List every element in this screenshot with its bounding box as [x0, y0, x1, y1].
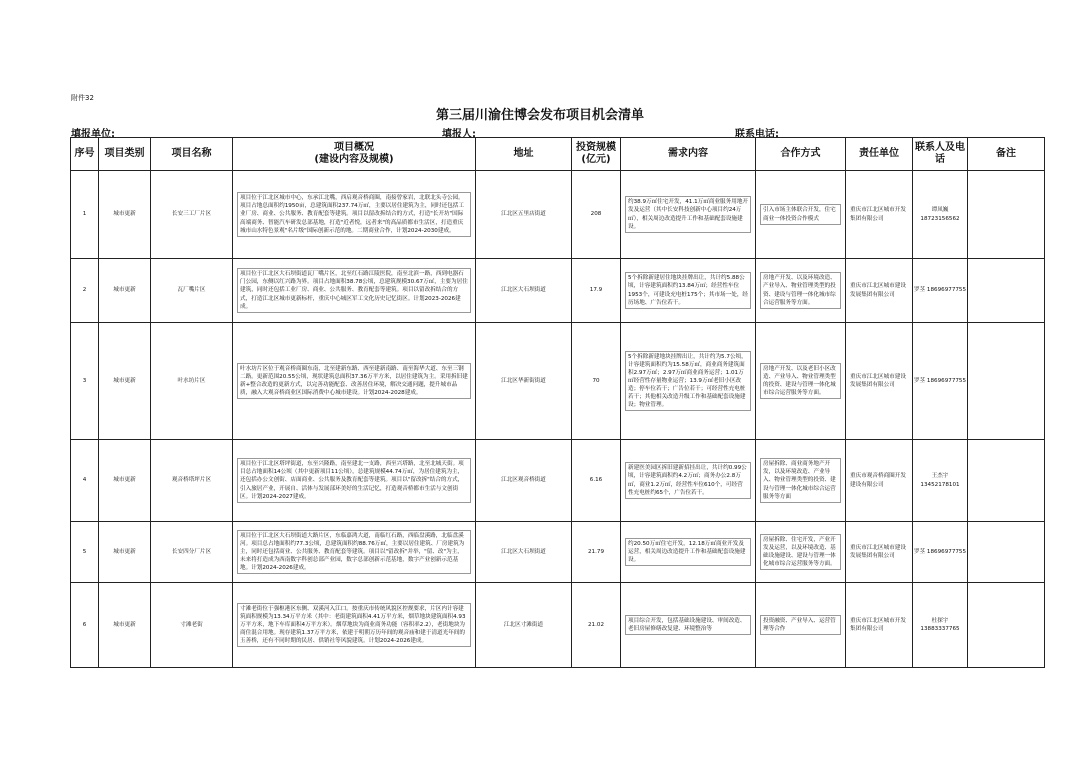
unit-text: 重庆市江北区城市开发集团有限公司: [850, 207, 906, 222]
table-row: [71, 583, 1045, 668]
cell-overview: [233, 583, 476, 668]
overview-text: 叶水坊片区位于观音桥商圈东南，北至建新东路、西至建新南路、南至海华大道、东至三钢二路。更新范围20.55公顷，现状建筑总面积37.36万平方米，以居住建筑为主。采用拆旧建新+整合改造的更新方式，以完善功能配套、改善居住环境，解决交通问题，提升城市品质，融入大观音桥商业区国际消费中心城市建设。计划2024-2028建成。: [237, 363, 471, 399]
header-row: [71, 138, 1045, 171]
cell-invest: 208: [572, 171, 621, 259]
cell-remark: [968, 583, 1045, 668]
cell-invest: 6.16: [572, 440, 621, 522]
header-contact-line1: 联系人及电: [915, 141, 965, 153]
cell-seq: 1: [71, 171, 99, 259]
coop-text: 投资融资、产业导入、运营管理等合作: [760, 615, 841, 635]
header-overview: [233, 138, 476, 171]
header-coop: 合作方式: [756, 138, 846, 171]
coop-text: 房地产开发、以及环境改造、产业导入、物业管理类型的投资、建设与管理一体化城市综合运营服务等方面。: [760, 272, 841, 308]
unit-text: 重庆市江北区城市建设发展集团有限公司: [850, 544, 906, 559]
header-invest: [572, 138, 621, 171]
cell-address: 江北区五里店街道: [476, 171, 572, 259]
demand-text: 项目综合开发，包括基础设施建设、审间改造、老旧房屋修缮改复建、环境整治等: [625, 615, 751, 635]
cell-remark: [968, 522, 1045, 583]
demand-text: 约20.50万㎡住宅开发，12.18万㎡商业开发及运营，相关周边改造提升工作和基础配套设施建设。: [625, 538, 751, 566]
cell-address: 江北区观音桥街道: [476, 440, 572, 522]
cell-coop: [756, 323, 846, 440]
cell-remark: [968, 323, 1045, 440]
unit-text: 重庆市江北区城市开发集团有限公司: [850, 617, 906, 632]
cell-invest: 17.9: [572, 259, 621, 323]
cell-invest: 70: [572, 323, 621, 440]
coop-text: 房屋拆除、住宅开发，产业开发及运营，以及环境改造、基础设施建设、建设与管理一体化城市综合运营服务等方面。: [760, 534, 841, 570]
cell-overview: [233, 259, 476, 323]
overview-text: 寸滩老街位于强枢港区东侧、双溪河入江口。按重庆市传统风貌区控规要求，片区内计容建筑面积规模为13.34万平方米（其中：老街建筑面积4.41万平方米，烟草地块建筑面积4.93万平方米，地下车库面积4万平方米）。烟草地块为商业商务功能（容积率2.2），老街地块为商住混合用地。现存建筑1.37万平方米，依建于明朝万历年间的观音庙和建于清道光年间的玉善桥，还有不同时期的民居、供销社等风貌建筑。计划2024-2026建成。: [237, 603, 471, 648]
cell-overview: [233, 171, 476, 259]
table-row: [71, 522, 1045, 583]
cell-unit: [846, 440, 913, 522]
coop-text: 房地产开发、以及老旧小区改造、产业导入、物业管理类型的投资、建设与管理一体化城市综合运营服务等方面。: [760, 363, 841, 399]
cell-demand: [621, 522, 756, 583]
header-name: 项目名称: [151, 138, 233, 171]
cell-demand: [621, 323, 756, 440]
cell-name: 观音桥塔坪片区: [151, 440, 233, 522]
cell-name: 寸滩老街: [151, 583, 233, 668]
cell-coop: [756, 583, 846, 668]
cell-remark: [968, 440, 1045, 522]
overview-text: 项目位于江北区大石坝街道大路片区，东临嘉鸿大道，南临红石路，西临盘溪路，北临盘溪河。项目总占地面积约77.3公顷，总建筑面积约88.76万㎡，主要以居住建筑、厂房建筑为主，同时还包括商业、公共服务、教育配套等建筑。项目以"留改拆"并举，"留、改"为主，未来将打造成为西南数字科创总部产业园，数字总部创新示范基地，数字产业创新示范基地。计划2024-2026建成。: [237, 530, 471, 575]
cell-name: 瓦厂嘴片区: [151, 259, 233, 323]
cell-name: 叶水坊片区: [151, 323, 233, 440]
cell-category: 城市更新: [99, 171, 151, 259]
header-remark: 备注: [968, 138, 1045, 171]
cell-coop: [756, 259, 846, 323]
cell-seq: 2: [71, 259, 99, 323]
coop-text: 房屋拆除、商业商务地产开发，以及环境改造、产业导入、物业管理类型的投资、建设与管理一体化城市综合运营服务等方面: [760, 458, 841, 503]
cell-coop: [756, 171, 846, 259]
cell-address: 江北区大石坝街道: [476, 522, 572, 583]
cell-seq: 3: [71, 323, 99, 440]
cell-seq: 6: [71, 583, 99, 668]
cell-demand: [621, 171, 756, 259]
cell-unit: [846, 171, 913, 259]
cell-contact: 罗茎 18696977755: [913, 323, 968, 440]
overview-text: 项目位于江北区城市中心，东承江北嘴，西启观音桥商圈，南接曾家岩，北联北头寺公园。项目占地总面积约1950亩，总建筑面积237.74万㎡，主要以居住建筑为主，同时还包括工业厂房、商业、公共服务、教育配套等建筑。项目以留改拆结合的方式，打造"长开坊"国际高端商务、智能汽车研发总部基地，打造"近者悦，远者来"的高品质都市生活区，打造重庆城市山水特色景观"名片级"国际创新示范的地。二期商业合作，计划2024-2030建成。: [237, 192, 471, 237]
cell-category: 城市更新: [99, 522, 151, 583]
cell-remark: [968, 259, 1045, 323]
fill-unit-label: 填报单位:: [71, 129, 115, 140]
cell-overview: [233, 323, 476, 440]
cell-contact: 杜探宇 13883337765: [913, 583, 968, 668]
cell-unit: [846, 323, 913, 440]
cell-unit: [846, 522, 913, 583]
cell-category: 城市更新: [99, 440, 151, 522]
header-contact-line2: 话: [935, 154, 945, 165]
header-demand: 需求内容: [621, 138, 756, 171]
header-unit: 责任单位: [846, 138, 913, 171]
header-address: 地址: [476, 138, 572, 171]
cell-contact: 谭凤巍 18723156562: [913, 171, 968, 259]
header-invest-line1: 投资规模: [576, 141, 616, 153]
unit-text: 重庆市观音桥商圈开发建设有限公司: [850, 473, 906, 488]
table-row: [71, 171, 1045, 259]
cell-category: 城市更新: [99, 259, 151, 323]
table-row: [71, 440, 1045, 522]
cell-coop: [756, 440, 846, 522]
cell-address: 江北区华新街街道: [476, 323, 572, 440]
attachment-label: 附件32: [71, 94, 94, 102]
cell-unit: [846, 583, 913, 668]
unit-text: 重庆市江北区城市建设发展集团有限公司: [850, 373, 906, 388]
project-table: [70, 137, 1045, 668]
demand-text: 约38.9万㎡住宅开发，41.1万㎡商业服务用地开发及运营（其中长安科技创新中心项目约24万㎡），相关周边改造提升工作和基础配套设施建设。: [625, 196, 751, 232]
cell-demand: [621, 583, 756, 668]
header-invest-line2: (亿元): [581, 154, 611, 165]
coop-text: 引入市场主体联合开发，住宅商业一体投资合作模式: [760, 204, 841, 224]
cell-category: 城市更新: [99, 583, 151, 668]
cell-coop: [756, 522, 846, 583]
cell-seq: 5: [71, 522, 99, 583]
cell-invest: 21.02: [572, 583, 621, 668]
demand-text: 5个拆除新建居住地块挂牌出让，共计约5.88公顷，计容建筑面积约13.84万㎡；经营性车位1953个，可建设充电桩175个；其市场一处，经历场地、广告位若干。: [625, 272, 751, 308]
header-overview-line1: 项目概况: [334, 141, 374, 153]
cell-address: 江北区大石坝街道: [476, 259, 572, 323]
page-title: 第三届川渝住博会发布项目机会清单: [435, 108, 644, 123]
unit-text: 重庆市江北区城市建设发展集团有限公司: [850, 283, 906, 298]
header-seq: 序号: [71, 138, 99, 171]
filler-label: 填报人:: [442, 129, 476, 140]
header-category: 项目类别: [99, 138, 151, 171]
demand-text: 新建医美园区拆旧建新招挂出让，共计约0.99公顷，计容建筑面积约4.2万㎡；商务办公2.8万㎡，商业1.2万㎡，经营性车位610个，可经营性充电桩约65个，广告位若干。: [625, 462, 751, 498]
cell-name: 长安三工厂片区: [151, 171, 233, 259]
phone-label: 联系电话:: [735, 129, 779, 140]
overview-text: 项目位于江北区大石坝街道瓦厂嘴片区，北至红石路江陵医院，南至北滨一路，西到电器石门公园，东侧以红兴路为界。项目占地面积38.78公顷，总建筑规模30.67万㎡，主要为居住建筑，同时还包括工业厂房、商业、公共服务、教育配套等建筑。项目以留改拆结合的方式，打造江北区城市更新标杆，重庆中心城区军工文化历史记忆街区。计划2023-2026建成。: [237, 268, 471, 313]
cell-remark: [968, 171, 1045, 259]
table-row: [71, 259, 1045, 323]
table-row: [71, 323, 1045, 440]
cell-invest: 21.79: [572, 522, 621, 583]
cell-contact: 罗茎 18696977755: [913, 259, 968, 323]
cell-address: 江北区寸滩街道: [476, 583, 572, 668]
cell-unit: [846, 259, 913, 323]
cell-overview: [233, 440, 476, 522]
cell-name: 长安四分厂片区: [151, 522, 233, 583]
demand-text: 5个拆除新建地块挂牌出让，共计约为5.7公顷，计容建筑面积约为15.58万㎡，商业商务建筑面积2.97万㎡；2.97万㎡商业商务运营；1.01万㎡经营性存量物业运营；13.9万㎡老旧小区改造；停车位若干；广告位若干；可经营性充电桩若干；其他相关改造升级工作和基础配套设施建设；物业管理。: [625, 351, 751, 412]
cell-contact: 王杰宇 13452178101: [913, 440, 968, 522]
header-overview-line2: (建设内容及规模): [314, 154, 394, 165]
cell-seq: 4: [71, 440, 99, 522]
cell-category: 城市更新: [99, 323, 151, 440]
cell-overview: [233, 522, 476, 583]
cell-demand: [621, 440, 756, 522]
header-contact: [913, 138, 968, 171]
overview-text: 项目位于江北区塔坪街道，东至兴隆路，南至建北一支路，西至兴塔路，北至北城天街。项目总占地面积14公顷（其中更新项目11公顷），总建筑规模44.74万㎡，为居住建筑为主，还包括办公文创街、店面商业、公共服务及教育配套等建筑。项目以"留改拆"结合的方式，引入旅居产业，开展自、活体与发展部环美好的生活记忆，打造观音桥都市生活与文创街区。计划2024-2027建成。: [237, 458, 471, 503]
cell-demand: [621, 259, 756, 323]
cell-contact: 罗茎 18696977755: [913, 522, 968, 583]
